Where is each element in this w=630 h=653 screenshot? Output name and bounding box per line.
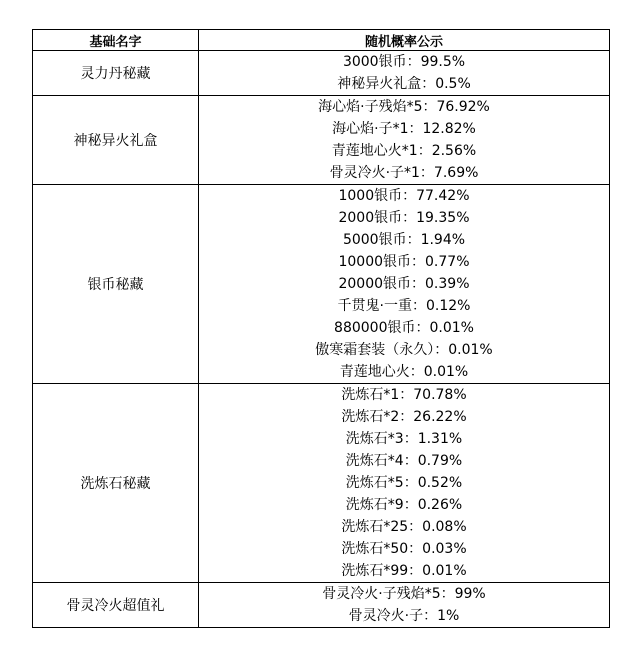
- probability-list: [199, 384, 610, 583]
- table-row: [33, 384, 610, 583]
- probability-entry: 洗炼石*2：26.22%: [341, 409, 467, 425]
- header-name: 基础名字: [33, 30, 199, 51]
- probability-list: [199, 51, 610, 96]
- probability-entry: 5000银币：1.94%: [342, 232, 466, 248]
- probability-entry: 洗炼石*1：70.78%: [341, 387, 467, 403]
- item-name: 灵力丹秘藏: [33, 51, 199, 96]
- probability-list: [199, 583, 610, 628]
- probability-entry: 千贯鬼·一重：0.12%: [337, 298, 471, 314]
- probability-entry: 洗炼石*3：1.31%: [345, 431, 463, 447]
- header-row: [33, 30, 610, 51]
- probability-list: [199, 96, 610, 185]
- item-name: 银币秘藏: [33, 185, 199, 384]
- probability-entry: 3000银币：99.5%: [342, 54, 466, 70]
- probability-entry: 洗炼石*4：0.79%: [345, 453, 463, 469]
- probability-entry: 青莲地心火*1：2.56%: [331, 143, 477, 159]
- probability-entry: 洗炼石*99：0.01%: [341, 563, 467, 579]
- table-row: [33, 96, 610, 185]
- probability-list: [199, 185, 610, 384]
- probability-entry: 神秘异火礼盒：0.5%: [337, 76, 471, 92]
- probability-entry: 2000银币：19.35%: [338, 210, 470, 226]
- probability-entry: 海心焰·子*1：12.82%: [332, 121, 476, 137]
- probability-entry: 洗炼石*9：0.26%: [345, 497, 463, 513]
- probability-entry: 青莲地心火：0.01%: [339, 364, 469, 380]
- table-row: [33, 185, 610, 384]
- item-name: 骨灵冷火超值礼: [33, 583, 199, 628]
- probability-entry: 10000银币：0.77%: [338, 254, 470, 270]
- probability-entry: 傲寒霜套装（永久）：0.01%: [315, 342, 493, 358]
- probability-entry: 880000银币：0.01%: [334, 320, 474, 336]
- table-row: [33, 51, 610, 96]
- item-name: 神秘异火礼盒: [33, 96, 199, 185]
- table-row: [33, 583, 610, 628]
- probability-entry: 20000银币：0.39%: [338, 276, 470, 292]
- probability-entry: 洗炼石*5：0.52%: [345, 475, 463, 491]
- probability-entry: 骨灵冷火·子*1：7.69%: [329, 165, 479, 181]
- probability-entry: 洗炼石*50：0.03%: [341, 541, 467, 557]
- item-name: 洗炼石秘藏: [33, 384, 199, 583]
- probability-entry: 骨灵冷火·子残焰*5：99%: [322, 586, 486, 602]
- probability-entry: 洗炼石*25：0.08%: [341, 519, 467, 535]
- header-probability: 随机概率公示: [199, 30, 610, 51]
- probability-entry: 海心焰·子残焰*5：76.92%: [318, 99, 490, 115]
- probability-table: [32, 29, 610, 628]
- probability-entry: 1000银币：77.42%: [338, 188, 470, 204]
- probability-entry: 骨灵冷火·子：1%: [348, 608, 460, 624]
